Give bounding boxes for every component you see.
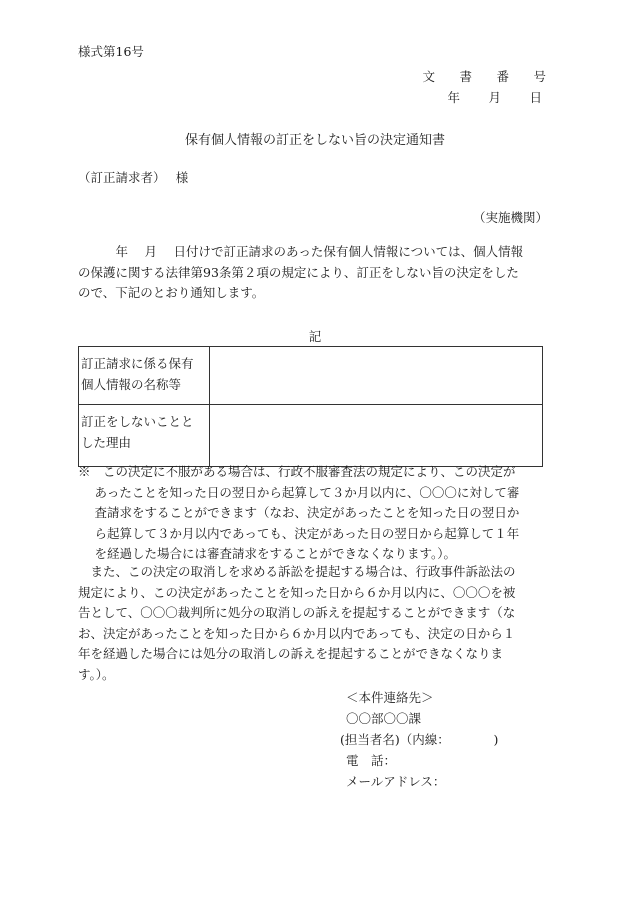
contact-heading: ＜本件連絡先＞ (346, 690, 434, 705)
table-row (79, 405, 543, 467)
note-line: す。）。 (78, 666, 115, 682)
note-line: 年を経過した場合には処分の取消しの訴えを提起することができなくなりま (78, 646, 504, 661)
table-label-line: 訂正をしないことと (81, 414, 194, 429)
appeal-note (78, 462, 556, 565)
note-line: 規定により、この決定があったことを知った日から６か月以内に、〇〇〇を被 (78, 584, 516, 600)
note-line: ら起算して３か月以内であっても、決定があった日の翌日から起算して１年 (78, 525, 520, 541)
table-value-cell (210, 405, 543, 467)
table-row (79, 347, 543, 405)
document-number-label: 文 書 番 号 (422, 69, 552, 84)
lawsuit-note (78, 562, 556, 685)
table-label-cell (79, 405, 210, 467)
table-label-line: した理由 (81, 434, 132, 450)
body-line: ので、下記のとおり通知します。 (78, 285, 265, 300)
note-line: 査請求をすることができます（なお、決定があったことを知った日の翌日か (78, 505, 520, 520)
form-number: 様式第16号 (78, 44, 144, 59)
notice-body (78, 242, 556, 304)
table-label-cell (79, 347, 210, 405)
contact-person: (担当者名)（内線： ) (340, 732, 499, 747)
note-line: 告として、〇〇〇裁判所に処分の取消しの訴えを提起することができます（な (78, 605, 516, 620)
contact-block (340, 687, 498, 792)
issuing-agency: （実施機関） (472, 210, 548, 225)
note-line: を経過した場合には審査請求をすることができなくなります。）。 (78, 546, 456, 561)
table-value-cell (210, 347, 543, 405)
body-line: 年 月 日付けで訂正請求のあった保有個人情報については、個人情報 (78, 244, 524, 259)
note-line: お、決定があったことを知った日から６か月以内であっても、決定の日から１ (78, 625, 516, 641)
contact-department: 〇〇部〇〇課 (346, 711, 422, 726)
table-label-line: 個人情報の名称等 (81, 376, 182, 392)
document-date-label: 年 月 日 (447, 90, 550, 105)
contact-email: メールアドレス： (346, 774, 446, 789)
table-label-line: 訂正請求に係る保有 (81, 356, 194, 371)
decision-table (78, 346, 543, 467)
addressee: （訂正請求者） 様 (78, 170, 189, 185)
note-line: あったことを知った日の翌日から起算して３か月以内に、〇〇〇に対して審 (78, 484, 520, 500)
note-line: また、この決定の取消しを求める訴訟を提起する場合は、行政事件訴訟法の (78, 564, 516, 579)
note-line: ※ この決定に不服がある場合は、行政不服審査法の規定により、この決定が (78, 464, 516, 479)
body-line: の保護に関する法律第93条第２項の規定により、訂正をしない旨の決定をした (78, 264, 519, 280)
contact-phone: 電 話： (346, 753, 397, 768)
ki-heading: 記 (308, 329, 322, 344)
page-title: 保有個人情報の訂正をしない旨の決定通知書 (184, 133, 445, 148)
